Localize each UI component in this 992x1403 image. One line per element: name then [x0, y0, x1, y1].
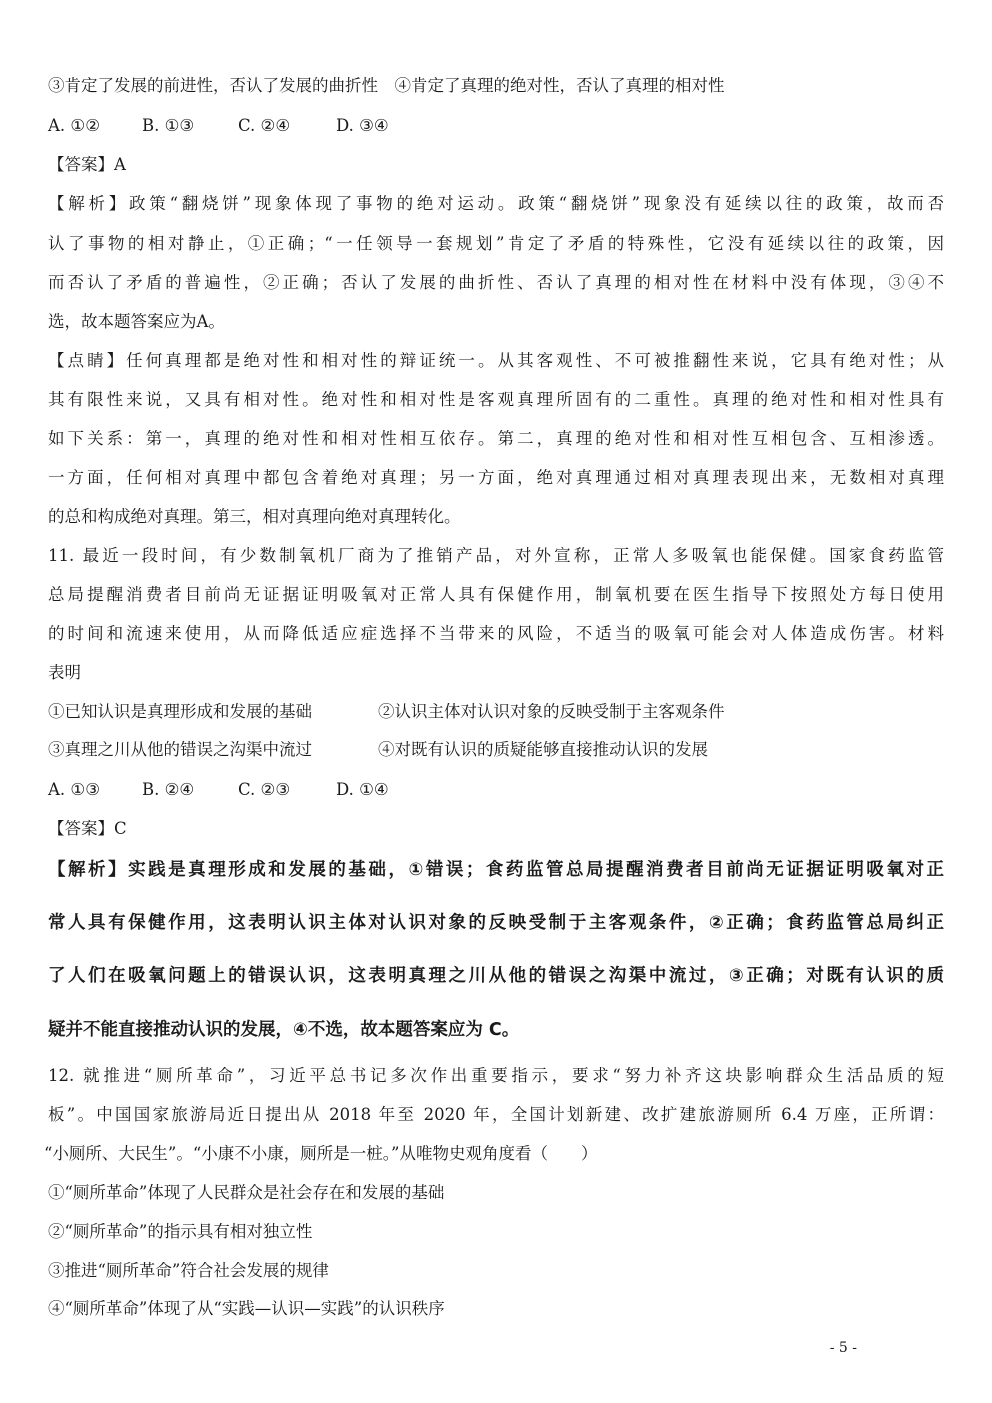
q10-analysis-line: 而否认了矛盾的普遍性，②正确；否认了发展的曲折性、否认了真理的相对性在材料中没有体现，③④不 [48, 273, 944, 292]
q10-tip-line: 【点睛】任何真理都是绝对性和相对性的辩证统一。从其客观性、不可被推翻性来说，它具有绝对性；从 [48, 351, 944, 370]
q10-options [48, 118, 944, 135]
q11-stem-line: 11. 最近一段时间，有少数制氧机厂商为了推销产品，对外宣称，正常人多吸氧也能保健。国家食药监管 [48, 546, 944, 565]
q10-option-d: D. ③④ [336, 116, 389, 135]
q12-stem-line: 12. 就推进“厕所革命”，习近平总书记多次作出重要指示，要求“努力补齐这块影响群众生活品质的短 [48, 1066, 944, 1085]
q11-statement-4: ④对既有认识的质疑能够直接推动认识的发展 [378, 740, 708, 759]
q11-option-a: A. ①③ [48, 780, 100, 799]
q11-statement-2: ②认识主体对认识对象的反映受制于主客观条件 [378, 702, 725, 721]
q12-statement-1: ①“厕所革命”体现了人民群众是社会存在和发展的基础 [48, 1183, 445, 1202]
q11-answer: 【答案】C [48, 819, 127, 838]
q11-stem-line: 表明 [48, 663, 81, 682]
q10-tip-line: 一方面，任何相对真理中都包含着绝对真理；另一方面，绝对真理通过相对真理表现出来，无数相对真理 [48, 468, 944, 487]
q10-analysis-line: 认了事物的相对静止，①正确；“一任领导一套规划”肯定了矛盾的特殊性，它没有延续以往的政策，因 [48, 234, 944, 253]
q11-statement-row [48, 742, 944, 759]
q10-answer: 【答案】A [48, 155, 126, 174]
page-number: - 5 - [829, 1340, 857, 1356]
q10-option-c: C. ②④ [238, 116, 291, 135]
q11-statement-3: ③真理之川从他的错误之沟渠中流过 [48, 740, 312, 759]
q10-analysis-line: 【解析】政策“翻烧饼”现象体现了事物的绝对运动。政策“翻烧饼”现象没有延续以往的政策，故而否 [48, 194, 944, 213]
q11-option-b: B. ②④ [142, 780, 195, 799]
q11-option-d: D. ①④ [336, 780, 389, 799]
q10-tip-line: 的总和构成绝对真理。第三，相对真理向绝对真理转化。 [48, 507, 461, 526]
q12-stem-line: “小厕所、大民生”。“小康不小康，厕所是一桩。”从唯物史观角度看（ ） [44, 1144, 598, 1163]
q11-statement-1: ①已知认识是真理形成和发展的基础 [48, 702, 312, 721]
q12-stem-line: 板”。中国国家旅游局近日提出从 2018 年至 2020 年，全国计划新建、改扩建旅游厕所 6.4 万座，正所谓： [48, 1105, 944, 1124]
q12-statement-2: ②“厕所革命”的指示具有相对独立性 [48, 1222, 313, 1241]
q11-analysis-line: 疑并不能直接推动认识的发展，④不选，故本题答案应为 C。 [48, 1020, 520, 1040]
q12-statement-4: ④“厕所革命”体现了从“实践—认识—实践”的认识秩序 [48, 1299, 445, 1318]
q12-statement-3: ③推进“厕所革命”符合社会发展的规律 [48, 1261, 329, 1280]
q10-statements-3-4: ③肯定了发展的前进性，否认了发展的曲折性 ④肯定了真理的绝对性，否认了真理的相对性 [48, 76, 725, 95]
q11-analysis-line: 常人具有保健作用，这表明认识主体对认识对象的反映受制于主客观条件，②正确；食药监管总局纠正 [48, 913, 944, 933]
q10-analysis-line: 选，故本题答案应为A。 [48, 312, 225, 331]
q11-options [48, 782, 944, 799]
q10-option-a: A. ①② [48, 116, 100, 135]
q11-statement-row [48, 704, 944, 721]
q11-stem-line: 的时间和流速来使用，从而降低适应症选择不当带来的风险，不适当的吸氧可能会对人体造成伤害。材料 [48, 624, 944, 643]
q11-analysis-line: 【解析】实践是真理形成和发展的基础，①错误；食药监管总局提醒消费者目前尚无证据证明吸氧对正 [48, 860, 944, 880]
q10-tip-line: 如下关系：第一，真理的绝对性和相对性相互依存。第二，真理的绝对性和相对性互相包含、互相渗透。 [48, 429, 944, 448]
q11-analysis-line: 了人们在吸氧问题上的错误认识，这表明真理之川从他的错误之沟渠中流过，③正确；对既有认识的质 [48, 966, 944, 986]
q10-option-b: B. ①③ [142, 116, 195, 135]
q10-tip-line: 其有限性来说，又具有相对性。绝对性和相对性是客观真理所固有的二重性。真理的绝对性和相对性具有 [48, 390, 944, 409]
q11-stem-line: 总局提醒消费者目前尚无证据证明吸氧对正常人具有保健作用，制氧机要在医生指导下按照处方每日使用 [48, 585, 944, 604]
q11-option-c: C. ②③ [238, 780, 291, 799]
